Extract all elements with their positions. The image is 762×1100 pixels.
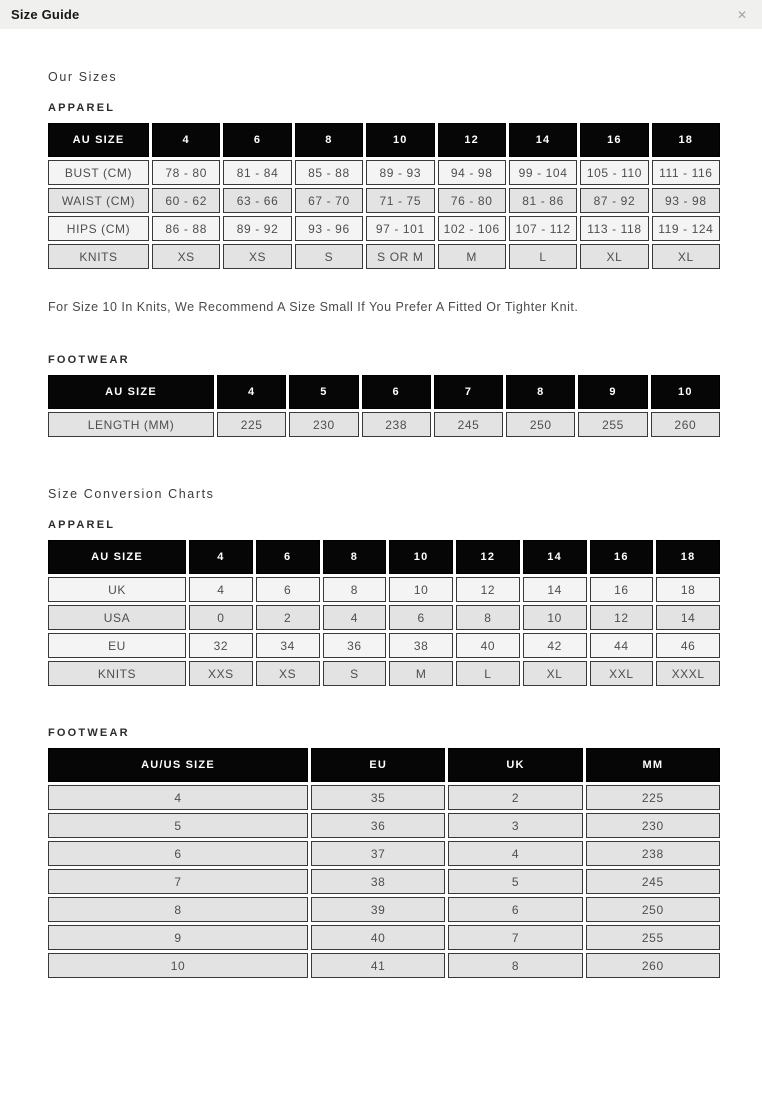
table-cell: 111 - 116 (652, 160, 720, 185)
table-cell: 76 - 80 (438, 188, 506, 213)
table-cell: 36 (323, 633, 387, 658)
table-cell: 8 (48, 897, 308, 922)
table-cell: 113 - 118 (580, 216, 648, 241)
table-cell: 32 (189, 633, 253, 658)
table-cell: XS (223, 244, 291, 269)
table-cell: 63 - 66 (223, 188, 291, 213)
table-cell: 46 (656, 633, 720, 658)
column-header-cell: MM (586, 748, 720, 782)
table-cell: 86 - 88 (152, 216, 220, 241)
column-header-cell: 18 (652, 123, 720, 157)
table-header-row (48, 375, 720, 409)
table-cell: 230 (586, 813, 720, 838)
column-header-cell: 14 (509, 123, 577, 157)
column-header-cell: AU SIZE (48, 375, 214, 409)
table-cell: XL (523, 661, 587, 686)
column-header-cell: 12 (438, 123, 506, 157)
table-cell: 6 (448, 897, 582, 922)
column-header-cell: AU SIZE (48, 123, 149, 157)
table-cell: 3 (448, 813, 582, 838)
table-cell: 8 (456, 605, 520, 630)
table-cell: KNITS (48, 244, 149, 269)
table-cell: 99 - 104 (509, 160, 577, 185)
table-cell: 71 - 75 (366, 188, 434, 213)
table-cell: 2 (448, 785, 582, 810)
table-cell: 105 - 110 (580, 160, 648, 185)
table-cell: 255 (578, 412, 647, 437)
footwear-sizes-table (45, 372, 723, 440)
table-cell: 250 (506, 412, 575, 437)
table-cell: 245 (434, 412, 503, 437)
table-cell: USA (48, 605, 186, 630)
table-row (48, 925, 720, 950)
table-cell: S OR M (366, 244, 434, 269)
table-cell: 4 (48, 785, 308, 810)
column-header-cell: AU SIZE (48, 540, 186, 574)
table-cell: 2 (256, 605, 320, 630)
table-cell: 260 (586, 953, 720, 978)
table-cell: 93 - 98 (652, 188, 720, 213)
table-cell: 10 (48, 953, 308, 978)
table-cell: 78 - 80 (152, 160, 220, 185)
table-cell: S (295, 244, 363, 269)
table-cell: 12 (456, 577, 520, 602)
table-cell: 36 (311, 813, 445, 838)
table-cell: 81 - 84 (223, 160, 291, 185)
table-cell: EU (48, 633, 186, 658)
table-cell: 8 (448, 953, 582, 978)
table-cell: 8 (323, 577, 387, 602)
table-cell: KNITS (48, 661, 186, 686)
table-row (48, 813, 720, 838)
column-header-cell: UK (448, 748, 582, 782)
column-header-cell: 4 (189, 540, 253, 574)
column-header-cell: 16 (590, 540, 654, 574)
table-row (48, 633, 720, 658)
column-header-cell: EU (311, 748, 445, 782)
column-header-cell: 6 (223, 123, 291, 157)
table-row (48, 953, 720, 978)
column-header-cell: 14 (523, 540, 587, 574)
table-row (48, 216, 720, 241)
table-cell: 44 (590, 633, 654, 658)
table-cell: 238 (362, 412, 431, 437)
table-cell: S (323, 661, 387, 686)
table-cell: 230 (289, 412, 358, 437)
table-cell: 38 (311, 869, 445, 894)
table-row (48, 244, 720, 269)
table-header-row (48, 123, 720, 157)
table-cell: 255 (586, 925, 720, 950)
table-cell: M (389, 661, 453, 686)
modal-header (0, 0, 762, 29)
table-cell: 7 (448, 925, 582, 950)
table-cell: 85 - 88 (295, 160, 363, 185)
table-header-row (48, 540, 720, 574)
close-icon[interactable]: ✕ (733, 5, 751, 25)
table-cell: XS (152, 244, 220, 269)
table-cell: 14 (656, 605, 720, 630)
table-cell: 60 - 62 (152, 188, 220, 213)
table-cell: 16 (590, 577, 654, 602)
modal-title: Size Guide (11, 7, 80, 22)
table-cell: XXL (590, 661, 654, 686)
footwear-conversion-table (45, 745, 723, 981)
table-cell: 41 (311, 953, 445, 978)
table-cell: 119 - 124 (652, 216, 720, 241)
apparel-sizes-table (45, 120, 723, 272)
table-cell: 6 (389, 605, 453, 630)
column-header-cell: 7 (434, 375, 503, 409)
table-cell: M (438, 244, 506, 269)
column-header-cell: 6 (362, 375, 431, 409)
table-cell: 6 (48, 841, 308, 866)
table-cell: 250 (586, 897, 720, 922)
table-cell: 87 - 92 (580, 188, 648, 213)
section-title-conversion: Size Conversion Charts (48, 487, 215, 501)
table-row (48, 785, 720, 810)
table-cell: 12 (590, 605, 654, 630)
table-row (48, 188, 720, 213)
table-cell: 40 (456, 633, 520, 658)
table-cell: L (509, 244, 577, 269)
column-header-cell: 10 (651, 375, 720, 409)
table-cell: 10 (523, 605, 587, 630)
heading-footwear-sizes: FOOTWEAR (48, 354, 130, 366)
table-cell: 7 (48, 869, 308, 894)
table-cell: 107 - 112 (509, 216, 577, 241)
table-cell: 5 (48, 813, 308, 838)
table-cell: 34 (256, 633, 320, 658)
table-cell: 102 - 106 (438, 216, 506, 241)
section-title-our-sizes: Our Sizes (48, 70, 118, 84)
table-cell: LENGTH (MM) (48, 412, 214, 437)
column-header-cell: AU/US SIZE (48, 748, 308, 782)
table-cell: XXXL (656, 661, 720, 686)
table-cell: 89 - 93 (366, 160, 434, 185)
table-row (48, 869, 720, 894)
table-cell: 40 (311, 925, 445, 950)
table-cell: L (456, 661, 520, 686)
table-row (48, 160, 720, 185)
column-header-cell: 5 (289, 375, 358, 409)
heading-apparel-sizes: APPAREL (48, 102, 116, 114)
table-cell: 38 (389, 633, 453, 658)
column-header-cell: 9 (578, 375, 647, 409)
table-cell: 4 (189, 577, 253, 602)
table-cell: UK (48, 577, 186, 602)
table-cell: 94 - 98 (438, 160, 506, 185)
column-header-cell: 8 (506, 375, 575, 409)
table-cell: 225 (586, 785, 720, 810)
table-row (48, 841, 720, 866)
table-cell: 225 (217, 412, 286, 437)
table-cell: 42 (523, 633, 587, 658)
table-cell: 93 - 96 (295, 216, 363, 241)
table-cell: 39 (311, 897, 445, 922)
table-cell: 10 (389, 577, 453, 602)
knits-note: For Size 10 In Knits, We Recommend A Size Small If You Prefer A Fitted Or Tighter Knit. (48, 300, 579, 314)
table-cell: 6 (256, 577, 320, 602)
column-header-cell: 10 (389, 540, 453, 574)
table-cell: XXS (189, 661, 253, 686)
table-cell: 35 (311, 785, 445, 810)
table-cell: XL (580, 244, 648, 269)
table-row (48, 412, 720, 437)
table-cell: 4 (448, 841, 582, 866)
table-cell: 5 (448, 869, 582, 894)
column-header-cell: 8 (323, 540, 387, 574)
table-cell: 18 (656, 577, 720, 602)
table-cell: 260 (651, 412, 720, 437)
table-cell: XL (652, 244, 720, 269)
table-cell: XS (256, 661, 320, 686)
column-header-cell: 8 (295, 123, 363, 157)
column-header-cell: 10 (366, 123, 434, 157)
apparel-conversion-table (45, 537, 723, 689)
column-header-cell: 16 (580, 123, 648, 157)
table-cell: 4 (323, 605, 387, 630)
heading-apparel-conversion: APPAREL (48, 519, 116, 531)
table-row (48, 577, 720, 602)
heading-footwear-conversion: FOOTWEAR (48, 727, 130, 739)
table-cell: 37 (311, 841, 445, 866)
table-cell: 97 - 101 (366, 216, 434, 241)
table-cell: 9 (48, 925, 308, 950)
table-cell: 238 (586, 841, 720, 866)
column-header-cell: 4 (217, 375, 286, 409)
table-cell: 81 - 86 (509, 188, 577, 213)
table-row (48, 897, 720, 922)
table-cell: BUST (CM) (48, 160, 149, 185)
column-header-cell: 4 (152, 123, 220, 157)
table-cell: WAIST (CM) (48, 188, 149, 213)
table-header-row (48, 748, 720, 782)
table-cell: 0 (189, 605, 253, 630)
table-row (48, 661, 720, 686)
column-header-cell: 18 (656, 540, 720, 574)
table-cell: 245 (586, 869, 720, 894)
column-header-cell: 6 (256, 540, 320, 574)
size-guide-content (0, 70, 762, 1041)
table-cell: 14 (523, 577, 587, 602)
column-header-cell: 12 (456, 540, 520, 574)
table-cell: 89 - 92 (223, 216, 291, 241)
table-cell: 67 - 70 (295, 188, 363, 213)
table-cell: HIPS (CM) (48, 216, 149, 241)
table-row (48, 605, 720, 630)
